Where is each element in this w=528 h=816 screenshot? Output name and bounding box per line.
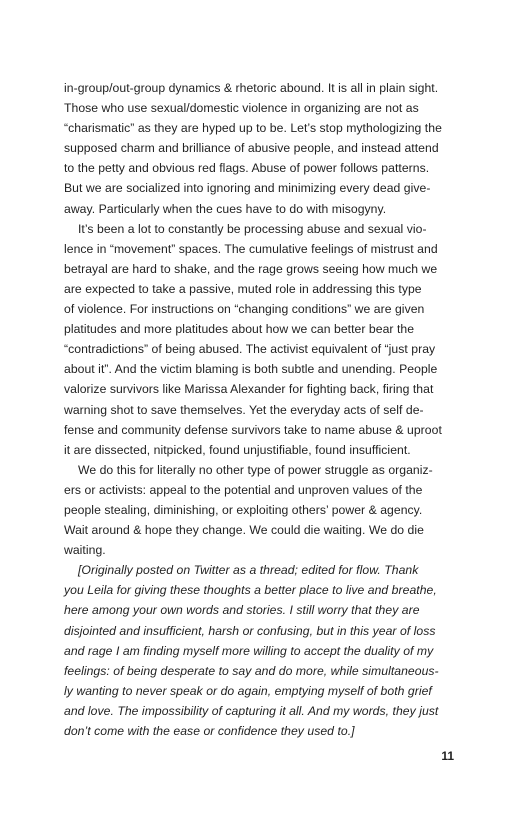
body-text-line: about it”. And the victim blaming is both subtle and unending. People	[64, 362, 438, 377]
afterword-line: disjointed and insufficient, harsh or confusing, but in this year of loss	[64, 623, 436, 638]
afterword-line: feelings: of being desperate to say and do more, while simultaneous-	[64, 663, 439, 678]
body-text-line: fense and community defense survivors take to name abuse & uproot	[64, 422, 442, 437]
afterword-line: don’t come with the ease or confidence they used to.]	[64, 724, 355, 738]
page-number: 11	[441, 749, 454, 763]
body-text-line: But we are socialized into ignoring and minimizing every dead give-	[64, 181, 431, 196]
afterword-line: [Originally posted on Twitter as a thread; edited for flow. Thank	[78, 563, 419, 578]
afterword-line: and rage I am finding myself more willing to accept the duality of my	[64, 643, 434, 658]
body-text-line: Those who use sexual/domestic violence in organizing are not as	[64, 101, 419, 116]
body-text-line: supposed charm and brilliance of abusive people, and instead attend	[64, 141, 439, 156]
body-text-line: are expected to take a passive, muted role in addressing this type	[64, 281, 422, 296]
body-text-line: valorize survivors like Marissa Alexander for fighting back, firing that	[64, 382, 434, 397]
afterword-line: here among your own words and stories. I still worry that they are	[64, 603, 420, 618]
afterword-line: and love. The impossibility of capturing it all. And my words, they just	[64, 703, 439, 718]
body-text-line: of violence. For instructions on “changing conditions” we are given	[64, 302, 425, 317]
body-text-line: to the petty and obvious red flags. Abuse of power follows patterns.	[64, 161, 430, 176]
body-text-line: platitudes and more platitudes about how we can better bear the	[64, 322, 415, 337]
afterword-line: ly wanting to never speak or do again, emptying myself of both grief	[64, 683, 432, 698]
body-text-line: in-group/out-group dynamics & rhetoric abound. It is all in plain sight.	[64, 81, 439, 95]
body-text-line: Wait around & hope they change. We could die waiting. We do die	[64, 523, 424, 538]
body-text-line: ers or activists: appeal to the potential and unproven values of the	[64, 482, 423, 497]
body-text-line: waiting.	[64, 543, 106, 558]
body-text-line: lence in “movement” spaces. The cumulative feelings of mistrust and	[64, 241, 438, 256]
body-text-line: warning shot to save themselves. Yet the everyday acts of self de-	[64, 402, 424, 417]
afterword-line: you Leila for giving these thoughts a better place to live and breathe,	[64, 583, 437, 598]
body-text-line: “contradictions” of being abused. The activist equivalent of “just pray	[64, 342, 436, 357]
body-text-line: We do this for literally no other type of power struggle as organiz-	[78, 462, 433, 477]
body-text-line: people stealing, diminishing, or exploiting others’ power & agency.	[64, 502, 423, 517]
body-text-line: “charismatic” as they are hyped up to be. Let’s stop mythologizing the	[64, 121, 442, 136]
page-body	[64, 78, 456, 741]
body-text-line: it are dissected, nitpicked, found unjustifiable, found insufficient.	[64, 442, 411, 457]
body-text-line: It’s been a lot to constantly be processing abuse and sexual vio-	[78, 221, 427, 236]
body-text-line: betrayal are hard to shake, and the rage grows seeing how much we	[64, 261, 438, 276]
body-text-line: away. Particularly when the cues have to do with misogyny.	[64, 201, 387, 216]
